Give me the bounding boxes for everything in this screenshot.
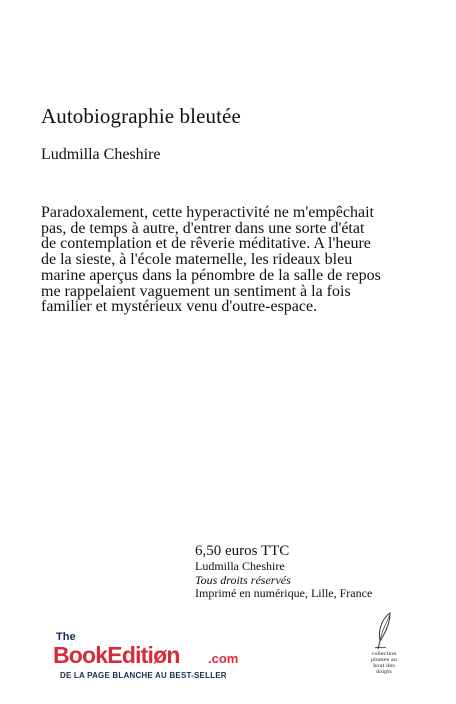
price: 6,50 euros TTC: [195, 543, 290, 559]
price-block: [195, 543, 372, 601]
collection-line-3: bout des: [373, 663, 395, 669]
book-title: Autobiographie bleutée: [41, 104, 241, 128]
book-author: Ludmilla Cheshire: [41, 146, 161, 163]
logo-dotcom: .com: [208, 651, 239, 666]
quill-feather-icon: [372, 611, 396, 651]
imprint-author: Ludmilla Cheshire: [195, 559, 285, 573]
print-location: Imprimé en numérique, Lille, France: [195, 586, 373, 600]
collection-mark: [366, 611, 402, 675]
collection-line-4: doigts: [376, 669, 392, 675]
collection-line-2: plumes au: [370, 657, 398, 663]
collection-line-1: collection: [371, 651, 397, 657]
logo-the: The: [56, 631, 76, 643]
rights-notice: Tous droits réservés: [195, 572, 291, 587]
bookedition-logo: [45, 631, 255, 689]
logo-tagline: DE LA PAGE BLANCHE AU BEST-SELLER: [60, 671, 227, 680]
book-blurb: Paradoxalement, cette hyperactivité ne m'empêchait pas, de temps à autre, d'entrer dans une sorte d'état de contemplation et de rêverie méditative. A l'heure de la sieste, à l'école maternelle, les rideaux bleu marine aperçus dans la pénombre de la salle de repos me rappelaient vaguement un sentiment à la fois familier et mystérieux venu d'outre-espace.: [41, 204, 381, 316]
logo-brand: BookEditiøn: [53, 642, 180, 668]
